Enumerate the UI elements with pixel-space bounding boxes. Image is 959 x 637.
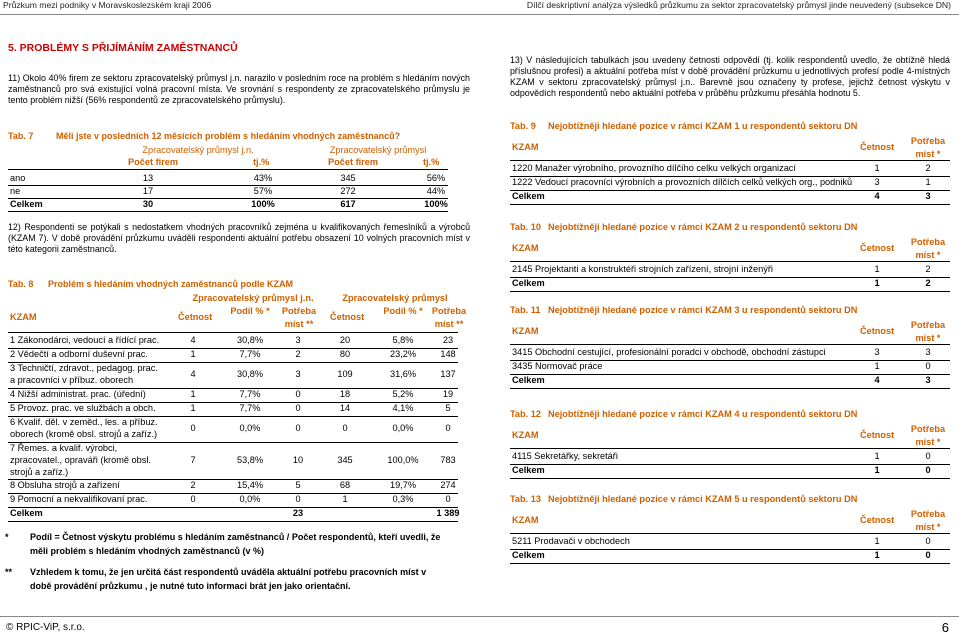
rt-h-cetnost: Četnost (860, 430, 895, 440)
tab8-cell-b: 30,8% (236, 369, 264, 380)
note-1-mark: * (5, 532, 9, 542)
tab7-pct2: 100% (424, 199, 448, 209)
tab8-cell-a: 2 (190, 480, 196, 491)
right-table-number: Tab. 12 (510, 409, 541, 419)
tab7-title: Měli jste v posledních 12 měsících problém s hledáním vhodných zaměstnanců? (56, 131, 401, 141)
tab8-h-potreba1: Potřeba míst ** (281, 306, 317, 329)
tab8-row-label: strojů a zaříz.) (10, 466, 69, 477)
table-row (510, 535, 950, 550)
tab8-title: Problém s hledáním vhodných zaměstnanců podle KZAM (48, 279, 294, 289)
tab8-row-label: 9 Pomocní a nekvalifikovaní prac. (10, 494, 148, 504)
rt-h-potreba: Potřeba míst * (910, 237, 946, 260)
table-row (510, 450, 950, 465)
tab7-col-count1: Počet firem (128, 157, 179, 167)
tab8-cell-a: 1 (190, 389, 196, 400)
tab8-cell-d: 0 (342, 423, 348, 434)
tab7-row-label: ne (10, 186, 21, 196)
right-table-13 (510, 494, 950, 584)
tab8-row-label: 5 Provoz. prac. ve službách a obch. (10, 403, 156, 413)
tab7-number: Tab. 7 (8, 131, 34, 141)
rt-cetnost: 4 (874, 191, 880, 201)
table-row (510, 190, 950, 205)
right-table-title: Nejobtížněji hledané pozice v rámci KZAM 2 u respondentů sektoru DN (548, 222, 858, 232)
tab8-cell-a: 1 (190, 349, 196, 360)
tab8-cell-b: 15,4% (236, 480, 264, 491)
table-row (510, 549, 950, 564)
rt-row-label: 3435 Normovač práce (512, 361, 603, 371)
table-row (510, 176, 950, 191)
rt-h-kzam: KZAM (512, 430, 539, 440)
tab8-cell-d: 20 (339, 335, 351, 346)
page-header-right: Dílčí deskriptivní analýza výsledků průzkumu za sektor zpracovatelský průmysl jinde neuvedený (subsekce DN) (526, 0, 951, 10)
right-table-10 (510, 222, 950, 312)
tab8-cell-b: 7,7% (239, 349, 261, 360)
tab8-h-potreba2: Potřeba míst ** (431, 306, 467, 329)
table-row (8, 334, 458, 349)
table-row (8, 388, 458, 403)
tab8-cell-f: 0 (445, 494, 451, 505)
tab7-table (8, 145, 448, 211)
rt-potreba: 3 (925, 191, 931, 201)
rt-h-potreba: Potřeba míst * (910, 320, 946, 343)
right-table-number: Tab. 11 (510, 305, 541, 315)
paragraph-13: 13) V následujících tabulkách jsou uvedeny četnosti odpovědí (tj. kolik respondentů uvedlo, že obtížně hledá příslušnou profesi) a aktuální potřeba míst v době provádění průzkumu u jednotlivých profesí podle 4-místných KZAM v sektoru zpracovatelský průmysl j.n.. Barevně jsou označeny ty profese, jejichž četnost výskytu v odpovědích respondentů nebo aktuální potřeba v průběhu průzkumu přesáhla hodnotu 5. (510, 55, 950, 98)
tab8-cell-c: 0 (295, 403, 301, 414)
rt-row-label: 5211 Prodavači v obchodech (512, 536, 630, 546)
table-row (510, 346, 950, 361)
right-table-number: Tab. 13 (510, 494, 541, 504)
tab7-col-pct2: tj.% (423, 157, 440, 167)
note-2-text: Vzhledem k tomu, že jen určitá část respondentů uváděla aktuální potřebu pracovních míst v době provádění průzkumu , je nutné tuto informaci brát jen jako orientační. (30, 567, 427, 591)
tab8-h-cetnost1: Četnost (178, 312, 213, 322)
rt-h-cetnost: Četnost (860, 515, 895, 525)
tab8-cell-d: 80 (339, 349, 351, 360)
tab7-count1: 17 (142, 186, 154, 196)
tab8-cell-d: 14 (339, 403, 351, 414)
tab8-cell-d: 345 (337, 454, 353, 465)
rt-cetnost: 4 (874, 375, 880, 385)
tab8-cell-d: 68 (339, 480, 351, 491)
tab8-cell-b: 0,0% (239, 494, 261, 505)
tab8-cell-b: 30,8% (236, 335, 264, 346)
paragraph-12: 12) Respondenti se potýkali s nedostatkem vhodných pracovníků zejména u kvalifikovaných řemeslníků a výrobců (KZAM 7). V době provádění průzkumu uváděli respondenti aktuální potřebu obsazení 10 volných pracovních míst v této kategorii zaměstnanců. (8, 222, 470, 254)
tab8-cell-a: 0 (190, 494, 196, 505)
tab8-row-label: 8 Obsluha strojů a zařízení (10, 480, 120, 490)
footer-copyright: © RPIC-ViP, s.r.o. (6, 622, 85, 633)
rt-row-label: Celkem (512, 278, 545, 288)
tab8-header-rule (8, 332, 458, 333)
tab8-cell-b: 0,0% (239, 423, 261, 434)
rt-cetnost: 1 (874, 163, 880, 173)
right-table-title: Nejobtížněji hledané pozice v rámci KZAM 5 u respondentů sektoru DN (548, 494, 858, 504)
tab8-h-podil1: Podíl % * (230, 306, 270, 316)
tab7-col-count2: Počet firem (328, 157, 379, 167)
rt-cetnost: 1 (874, 451, 880, 461)
tab8-cell-e: 4,1% (392, 403, 414, 414)
tab8-cell-c: 0 (295, 389, 301, 400)
rt-row-label: 1222 Vedoucí pracovníci výrobních a provozních dílčích celků velkých org., podniků (512, 177, 853, 187)
rt-header-rule (510, 344, 950, 345)
table-row (8, 442, 458, 480)
tab8-h-podil2: Podíl % * (383, 306, 423, 316)
rt-cetnost: 1 (874, 264, 880, 274)
table-row (8, 416, 458, 443)
rt-row-label: 4115 Sekretářky, sekretáři (512, 451, 618, 461)
tab7-row-label: Celkem (10, 199, 43, 209)
tab7-group2: Zpracovatelský průmysl (329, 145, 427, 155)
rt-potreba: 0 (925, 465, 931, 475)
rt-cetnost: 1 (874, 278, 880, 288)
tab7-caption (8, 131, 468, 143)
tab7-pct1: 57% (253, 186, 273, 196)
right-table-title: Nejobtížněji hledané pozice v rámci KZAM 4 u respondentů sektoru DN (548, 409, 858, 419)
tab8-row-label: 1 Zákonodárci, vedoucí a řídící prac. (10, 335, 160, 345)
table-row (510, 464, 950, 479)
tab8-cell-c: 0 (295, 423, 301, 434)
tab8-cell-d: 1 (342, 494, 348, 505)
table-row (8, 507, 458, 522)
rt-cetnost: 1 (874, 550, 880, 560)
tab8-cell-f: 19 (442, 389, 454, 400)
section-title: 5. PROBLÉMY S PŘIJÍMÁNÍM ZAMĚSTNANCŮ (8, 42, 238, 54)
tab8-row-label: 7 Řemes. a kvalif. výrobci, (10, 443, 118, 453)
tab8-cell-c: 2 (295, 349, 301, 360)
tab8-cell-b: 7,7% (239, 389, 261, 400)
rt-h-cetnost: Četnost (860, 243, 895, 253)
table-row (510, 263, 950, 278)
tab7-col-pct1: tj.% (253, 157, 270, 167)
tab8-group1: Zpracovatelský průmysl j.n. (192, 293, 314, 303)
table-row (8, 402, 458, 417)
table-row (8, 479, 458, 494)
page-header-left: Průzkum mezi podniky v Moravskoslezském kraji 2006 (3, 0, 212, 10)
tab8-caption (8, 279, 468, 291)
rt-row-label: 1220 Manažer výrobního, provozního dílčího celku velkých organizací (512, 163, 796, 173)
table-row (8, 198, 448, 212)
right-table-11 (510, 305, 950, 395)
rt-header-rule (510, 533, 950, 534)
rt-cetnost: 1 (874, 536, 880, 546)
table-row (8, 493, 458, 508)
tab8-number: Tab. 8 (8, 279, 34, 289)
tab8-cell-a: 0 (190, 423, 196, 434)
tab8-cell-e: 23,2% (389, 349, 417, 360)
tab8-cell-e: 0,3% (392, 494, 414, 505)
tab7-pct1: 43% (253, 173, 273, 183)
tab7-count1: 30 (142, 199, 154, 209)
tab8-cell-f: 5 (445, 403, 451, 414)
table-row (8, 348, 458, 363)
table-row (510, 162, 950, 177)
tab7-count2: 345 (340, 173, 356, 183)
rt-h-cetnost: Četnost (860, 326, 895, 336)
rt-h-kzam: KZAM (512, 243, 539, 253)
tab8-cell-d: 109 (337, 369, 353, 380)
tab8-cell-c: 5 (295, 480, 301, 491)
right-table-number: Tab. 9 (510, 121, 536, 131)
tab8-cell-f: 274 (440, 480, 456, 491)
tab8-cell-a: 4 (190, 369, 196, 380)
tab8-row-label: zpracovatel., opraváři (kromě obsl. (10, 454, 151, 465)
rt-row-label: 2145 Projektanti a konstruktéři strojních zařízení, strojní inženýři (512, 264, 773, 274)
tab8-cell-d: 18 (339, 389, 351, 400)
rt-h-kzam: KZAM (512, 142, 539, 152)
rt-potreba: 1 (925, 177, 931, 187)
right-table-title: Nejobtížněji hledané pozice v rámci KZAM 1 u respondentů sektoru DN (548, 121, 858, 131)
rt-header-rule (510, 448, 950, 449)
table-row (510, 374, 950, 389)
rt-header-rule (510, 160, 950, 161)
tab8-cell-f: 23 (442, 335, 454, 346)
tab7-row-label: ano (10, 173, 26, 183)
rt-potreba: 3 (925, 347, 931, 357)
rt-cetnost: 3 (874, 177, 880, 187)
tab7-pct2: 56% (426, 173, 446, 183)
note-2 (5, 565, 455, 593)
tab8-row-label: a pracovníci v příbuz. oborech (10, 374, 134, 385)
rt-row-label: 3415 Obchodní cestující, profesionální poradci v obchodě, obchodní zástupci (512, 347, 826, 357)
right-table-number: Tab. 10 (510, 222, 541, 232)
header-divider (0, 14, 959, 15)
tab8-group2: Zpracovatelský průmysl (342, 293, 448, 303)
table-row (8, 172, 448, 186)
tab8-row-label: 3 Techničtí, zdravot., pedagog. prac. (10, 363, 158, 373)
tab8-h-kzam: KZAM (10, 312, 37, 322)
tab8-cell-f: 137 (440, 369, 456, 380)
tab8-row-label: 2 Vědečtí a odborní duševní prac. (10, 349, 148, 359)
tab8-cell-f: 0 (445, 423, 451, 434)
tab8-cell-c: 3 (295, 335, 301, 346)
tab7-group1: Zpracovatelský průmysl j.n. (142, 145, 254, 155)
tab8-cell-c: 10 (292, 454, 304, 465)
tab8-row-label: 6 Kvalif. děl. v zeměd., les. a příbuz. (10, 417, 158, 427)
rt-row-label: Celkem (512, 191, 545, 201)
tab8-cell-e: 31,6% (389, 369, 417, 380)
rt-cetnost: 1 (874, 465, 880, 475)
tab8-cell-c: 23 (292, 508, 304, 519)
tab8-cell-e: 0,0% (392, 423, 414, 434)
table-row (8, 185, 448, 199)
right-table-title: Nejobtížněji hledané pozice v rámci KZAM 3 u respondentů sektoru DN (548, 305, 858, 315)
rt-row-label: Celkem (512, 550, 545, 560)
right-table-12 (510, 409, 950, 499)
rt-potreba: 2 (925, 278, 931, 288)
rt-potreba: 0 (925, 536, 931, 546)
tab7-count1: 13 (142, 173, 154, 183)
tab7-count2: 617 (340, 199, 356, 209)
tab7-pct2: 44% (426, 186, 446, 196)
tab8-cell-e: 5,8% (392, 335, 414, 346)
tab8-row-label: oborech (kromě obsl. strojů a zaříz.) (10, 428, 158, 439)
tab8-table (8, 293, 467, 523)
rt-h-kzam: KZAM (512, 515, 539, 525)
tab7-pct1: 100% (251, 199, 275, 209)
rt-potreba: 0 (925, 361, 931, 371)
tab8-cell-f: 783 (440, 454, 456, 465)
rt-h-potreba: Potřeba míst * (910, 136, 946, 159)
table-row (8, 362, 458, 389)
tab8-cell-c: 3 (295, 369, 301, 380)
tab8-cell-a: 1 (190, 403, 196, 414)
table-row (510, 277, 950, 292)
tab8-row-label: 4 Nižší administrat. prac. (úřední) (10, 389, 146, 399)
rt-h-kzam: KZAM (512, 326, 539, 336)
rt-row-label: Celkem (512, 375, 545, 385)
rt-potreba: 0 (925, 451, 931, 461)
rt-h-cetnost: Četnost (860, 142, 895, 152)
rt-potreba: 0 (925, 550, 931, 560)
tab8-cell-f: 148 (440, 349, 456, 360)
note-2-mark: ** (5, 567, 13, 577)
tab7-header-rule (8, 169, 448, 170)
paragraph-11: 11) Okolo 40% firem ze sektoru zpracovatelský průmysl j.n. narazilo v posledním roce na problém s hledáním nových zaměstnanců pro svá existující volná pracovní místa. Ve srovnání s respondenty ze zpracovatelského průmyslu je tento problém nižší (56% respondentů ze zpracovatelského průmyslu). (8, 73, 470, 105)
rt-potreba: 3 (925, 375, 931, 385)
note-1 (5, 530, 455, 558)
tab8-cell-b: 7,7% (239, 403, 261, 414)
tab8-cell-e: 100,0% (387, 454, 419, 465)
rt-potreba: 2 (925, 163, 931, 173)
tab8-h-cetnost2: Četnost (330, 312, 365, 322)
tab8-cell-a: 4 (190, 335, 196, 346)
tab8-row-label: Celkem (10, 508, 43, 518)
right-table-9 (510, 121, 950, 211)
rt-row-label: Celkem (512, 465, 545, 475)
page-number: 6 (941, 620, 949, 635)
note-1-text: Podíl = Četnost výskytu problému s hledáním zaměstnanců / Počet respondentů, kteří uvedli, že měli problém s hledáním vhodných zaměstnanců (v %) (30, 532, 441, 556)
tab8-cell-e: 5,2% (392, 389, 414, 400)
tab8-cell-c: 0 (295, 494, 301, 505)
footer-divider (0, 616, 959, 617)
tab7-count2: 272 (340, 186, 356, 196)
rt-cetnost: 3 (874, 347, 880, 357)
rt-h-potreba: Potřeba míst * (910, 424, 946, 447)
tab8-cell-b: 53,8% (236, 454, 264, 465)
rt-cetnost: 1 (874, 361, 880, 371)
tab8-cell-a: 7 (190, 454, 196, 465)
rt-h-potreba: Potřeba míst * (910, 509, 946, 532)
rt-header-rule (510, 261, 950, 262)
rt-potreba: 2 (925, 264, 931, 274)
tab8-cell-f: 1 389 (436, 508, 460, 519)
table-row (510, 360, 950, 375)
tab8-cell-e: 19,7% (389, 480, 417, 491)
